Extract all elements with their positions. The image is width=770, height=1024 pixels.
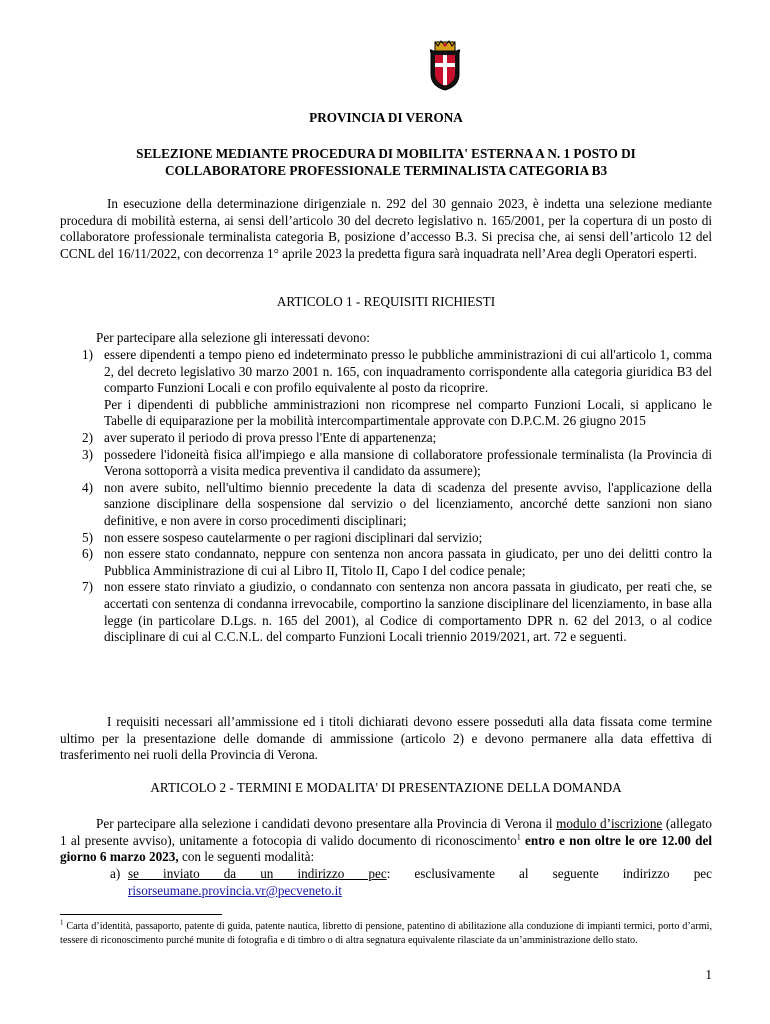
list-item-number: 2) <box>82 429 93 445</box>
list-item <box>60 546 712 579</box>
list-item-number: 6) <box>82 546 93 562</box>
list-item-text: non essere stato condannato, neppure con sentenza non ancora passata in giudicato, per uno dei delitti contro la Pubblica Amministrazione di cui al Libro II, Titolo II, Capo I del codice penale; <box>104 546 712 578</box>
list-item-text: non essere stato rinviato a giudizio, o condannato con sentenza non ancora passata in giudicato, per reati che, se accertati con sentenza di condanna irrevocabile, comportino la sanzione disciplinare del licenziamento, in base alla legge (in particolare D.Lgs. n. 165 del 2001), al Codice di comportamento DPR n. 62 del 2013, o al codice disciplinare di cui al C.C.N.L. del comparto Funzioni Locali triennio 2019/2021, art. 72 e seguenti. <box>104 579 712 645</box>
organization-title: PROVINCIA DI VERONA <box>309 110 463 125</box>
document-title-line2: COLLABORATORE PROFESSIONALE TERMINALISTA CATEGORIA B3 <box>164 162 608 178</box>
article2-text-start: Per partecipare alla selezione i candidati devono presentare alla Provincia di Verona il <box>96 816 557 831</box>
article1-heading: ARTICOLO 1 - REQUISITI RICHIESTI <box>276 294 496 309</box>
option-a-underlined: se inviato da un indirizzo pec <box>128 866 387 881</box>
deadline-text: entro e non oltre le ore 12.00 del giorno 6 marzo 2023, <box>60 832 712 865</box>
article2-text-mid: (allegato 1 al presente avviso), unitamente a fotocopia di valido documento di riconoscimento <box>60 816 712 848</box>
list-item-number: 7) <box>82 579 93 595</box>
list-item <box>60 447 712 480</box>
modulo-iscrizione-link[interactable]: modulo d’iscrizione <box>556 816 663 831</box>
list-item-number: 3) <box>82 446 93 462</box>
list-item-text: essere dipendenti a tempo pieno ed indeterminato presso le pubbliche amministrazioni di cui all'articolo 1, comma 2, del decreto legislativo 30 marzo 2001 n. 165, con inquadramento corrispondente alla categoria giuridica B3 del comparto Funzioni Locali e con profilo equivalente al posto da ricoprire. <box>104 347 712 396</box>
option-a-text <box>128 866 712 883</box>
footnote-reference[interactable]: 1 <box>516 832 521 842</box>
list-item-extra: Per i dipendenti di pubbliche amministrazioni non ricomprese nel comparto Funzioni Locali, si applicano le Tabelle di equiparazione per la mobilità intercompartimentale approvate con D.P.C.M. 26 giugno 2015 <box>104 396 712 429</box>
list-item-number: 5) <box>82 529 93 545</box>
list-item <box>60 430 712 447</box>
list-item <box>60 530 712 547</box>
list-item-number: 4) <box>82 479 93 495</box>
option-a-rest: : esclusivamente al seguente indirizzo pec <box>386 866 712 881</box>
document-title-line1: SELEZIONE MEDIANTE PROCEDURA DI MOBILITA' ESTERNA A N. 1 POSTO DI <box>136 146 636 161</box>
page-number: 1 <box>705 967 712 982</box>
requirements-closing-paragraph: I requisiti necessari all’ammissione ed i titoli dichiarati devono essere posseduti alla data fissata come termine ultimo per la presentazione delle domande di ammissione (articolo 2) e devono permanere alla data effettiva di trasferimento nei ruoli della Provincia di Verona. <box>60 714 712 763</box>
article2-paragraph <box>60 816 712 866</box>
list-item-number: 1) <box>82 347 93 362</box>
article2-heading: ARTICOLO 2 - TERMINI E MODALITA' DI PRESENTAZIONE DELLA DOMANDA <box>150 780 622 795</box>
list-item <box>60 579 712 645</box>
article2-text-end: con le seguenti modalità: <box>178 849 315 865</box>
intro-paragraph: In esecuzione della determinazione dirigenziale n. 292 del 30 gennaio 2023, è indetta una selezione mediante procedura di mobilità esterna, ai sensi dell’articolo 30 del decreto legislativo n. 165/2001, per la copertura di un posto di collaboratore professionale terminalista categoria B, posizione d’accesso B.3. Si precisa che, ai sensi dell’articolo 12 del CCNL del 16/11/2022, con decorrenza 1° aprile 2023 la predetta figura sarà inquadrata nell’Area degli Operatori esperti. <box>60 196 712 261</box>
footnote-text: Carta d’identità, passaporto, patente di guida, patente nautica, libretto di pensione, patentino di abilitazione alla conduzione di impianti termici, porto d’armi, tessere di riconoscimento purché munite di fotografia e di timbro o di altra segnatura equivalente rilasciate da un’amministrazione dello stato. <box>60 921 713 947</box>
list-item <box>60 347 712 430</box>
list-item-text: non avere subito, nell'ultimo biennio precedente la data di scadenza del presente avviso, l'applicazione della sanzione disciplinare della sospensione dal servizio o del licenziamento, ancorché dette sanzioni non siano definitive, e non avere in corso procedimenti disciplinari; <box>104 479 712 528</box>
list-item-text: non essere sospeso cautelarmente o per ragioni disciplinari dal servizio; <box>104 529 483 545</box>
article1-lead: Per partecipare alla selezione gli interessati devono: <box>96 330 370 345</box>
footnote <box>60 920 712 948</box>
footnote-divider <box>60 914 222 915</box>
document-title <box>60 146 712 179</box>
list-item-text: possedere l'idoneità fisica all'impiego e alla mansione di collaboratore professionale terminalista (la Provincia di Verona sottoporrà a visita medica preventiva il candidato da assumere); <box>104 446 712 479</box>
list-item <box>60 480 712 530</box>
requirements-list <box>60 347 712 646</box>
provincia-verona-crest-icon <box>427 40 463 92</box>
list-item-text: aver superato il periodo di prova presso l'Ente di appartenenza; <box>104 429 437 445</box>
pec-email-link[interactable]: risorseumane.provincia.vr@pecveneto.it <box>128 883 342 898</box>
footnote-number: 1 <box>60 918 64 927</box>
option-a-label: a) <box>110 866 121 881</box>
